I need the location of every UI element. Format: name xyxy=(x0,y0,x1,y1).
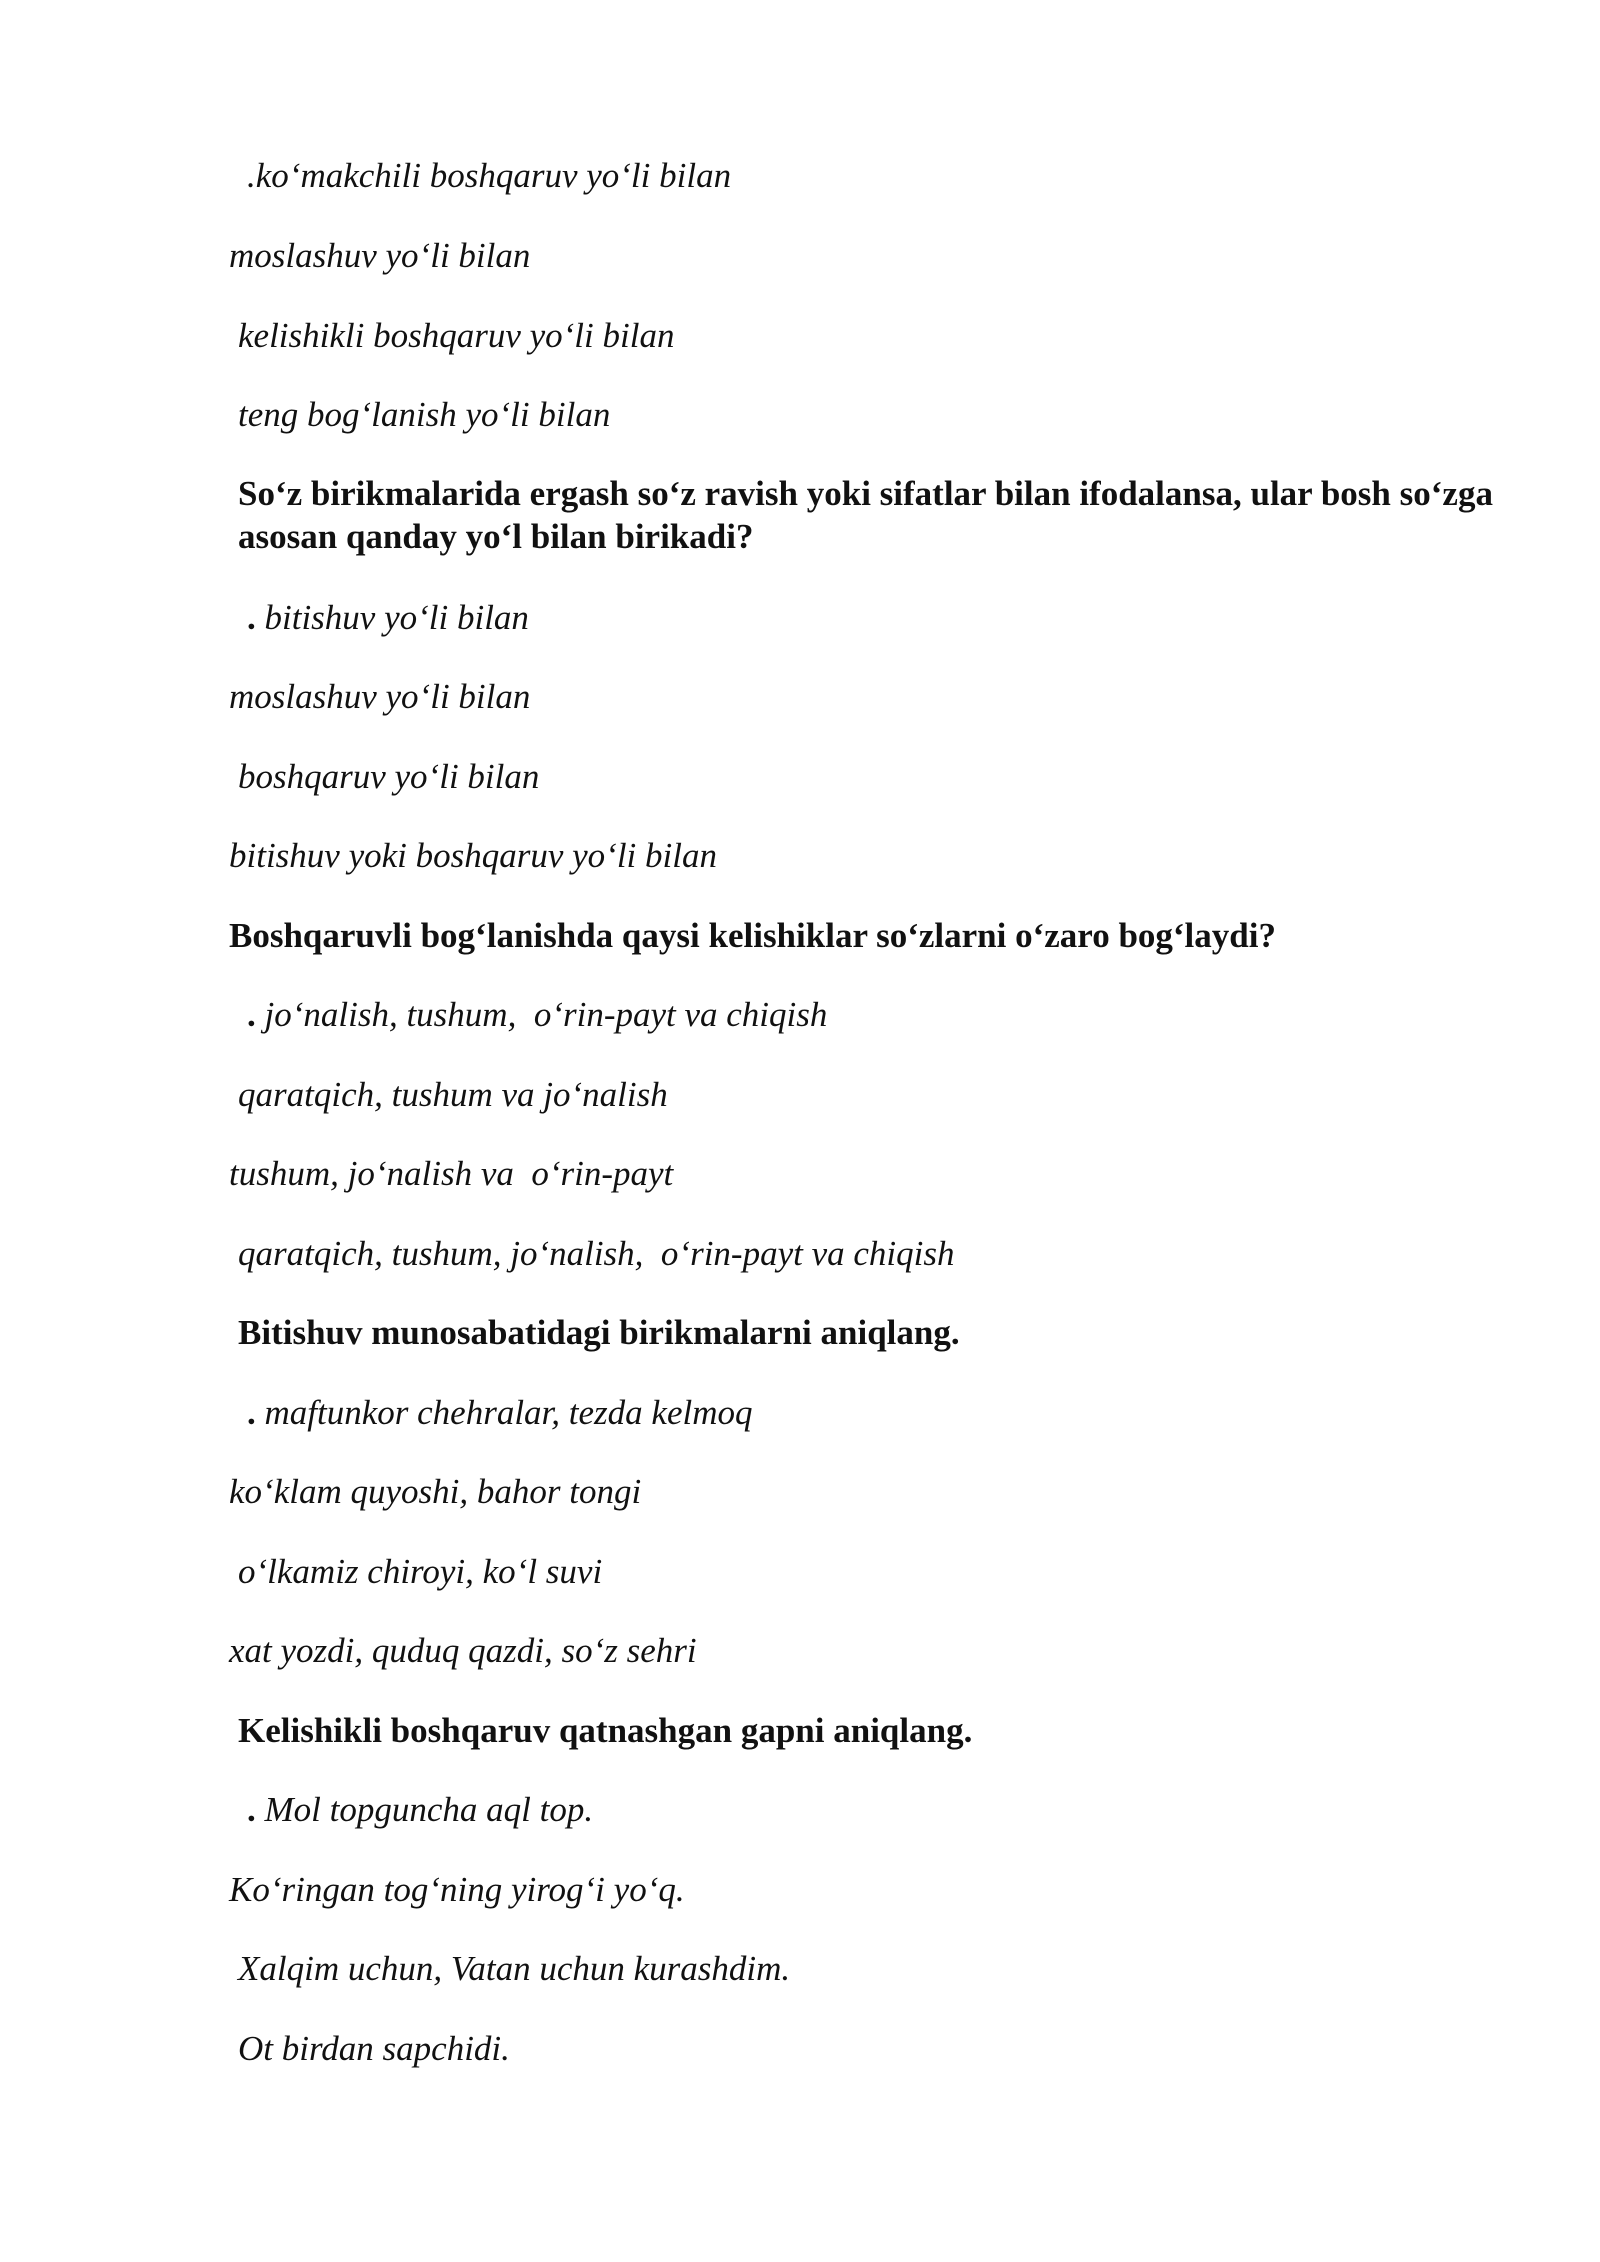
option-line: boshqaruv yo‘li bilan xyxy=(238,757,540,796)
option-line: teng bog‘lanish yo‘li bilan xyxy=(238,395,611,434)
option-line: Ot birdan sapchidi. xyxy=(238,2029,510,2068)
option-line: tushum, jo‘nalish va o‘rin-payt xyxy=(229,1154,674,1193)
option-line: moslashuv yo‘li bilan xyxy=(229,677,531,716)
option-text: maftunkor chehralar, tezda kelmoq xyxy=(264,1393,753,1432)
option-text: Mol topguncha aql top. xyxy=(264,1790,594,1829)
option-line xyxy=(247,993,1547,1036)
option-text: bitishuv yo‘li bilan xyxy=(264,598,529,637)
option-line: kelishikli boshqaruv yo‘li bilan xyxy=(238,316,675,355)
option-line: xat yozdi, quduq qazdi, so‘z sehri xyxy=(229,1631,697,1670)
question-text: Bitishuv munosabatidagi birikmalarni aniqlang. xyxy=(238,1313,960,1352)
option-line: Xalqim uchun, Vatan uchun kurashdim. xyxy=(238,1949,791,1988)
option-line: qaratqich, tushum va jo‘nalish xyxy=(238,1075,668,1114)
option-text: jo‘nalish, tushum, o‘rin-payt va chiqish xyxy=(264,995,828,1034)
option-line: bitishuv yoki boshqaruv yo‘li bilan xyxy=(229,836,717,875)
answer-marker: . xyxy=(247,1790,256,1829)
question-text: So‘z birikmalarida ergash so‘z ravish yoki sifatlar bilan ifodalansa, ular bosh so‘zga asosan qanday yo‘l bilan birikadi? xyxy=(238,474,1493,556)
option-line: qaratqich, tushum, jo‘nalish, o‘rin-payt va chiqish xyxy=(238,1234,955,1273)
option-line: moslashuv yo‘li bilan xyxy=(229,236,531,275)
option-line xyxy=(247,1788,1547,1831)
option-line xyxy=(247,596,1547,639)
answer-marker: . xyxy=(247,598,256,637)
option-line: .ko‘makchili boshqaruv yo‘li bilan xyxy=(247,156,732,195)
answer-marker: . xyxy=(247,1393,256,1432)
question-text: Kelishikli boshqaruv qatnashgan gapni aniqlang. xyxy=(238,1711,973,1750)
option-line: Ko‘ringan tog‘ning yirog‘i yo‘q. xyxy=(229,1870,685,1909)
option-line: o‘lkamiz chiroyi, ko‘l suvi xyxy=(238,1552,603,1591)
question-text: Boshqaruvli bog‘lanishda qaysi kelishiklar so‘zlarni o‘zaro bog‘laydi? xyxy=(229,916,1276,955)
answer-marker: . xyxy=(247,995,256,1034)
option-line: ko‘klam quyoshi, bahor tongi xyxy=(229,1472,642,1511)
option-line xyxy=(247,1391,1547,1434)
